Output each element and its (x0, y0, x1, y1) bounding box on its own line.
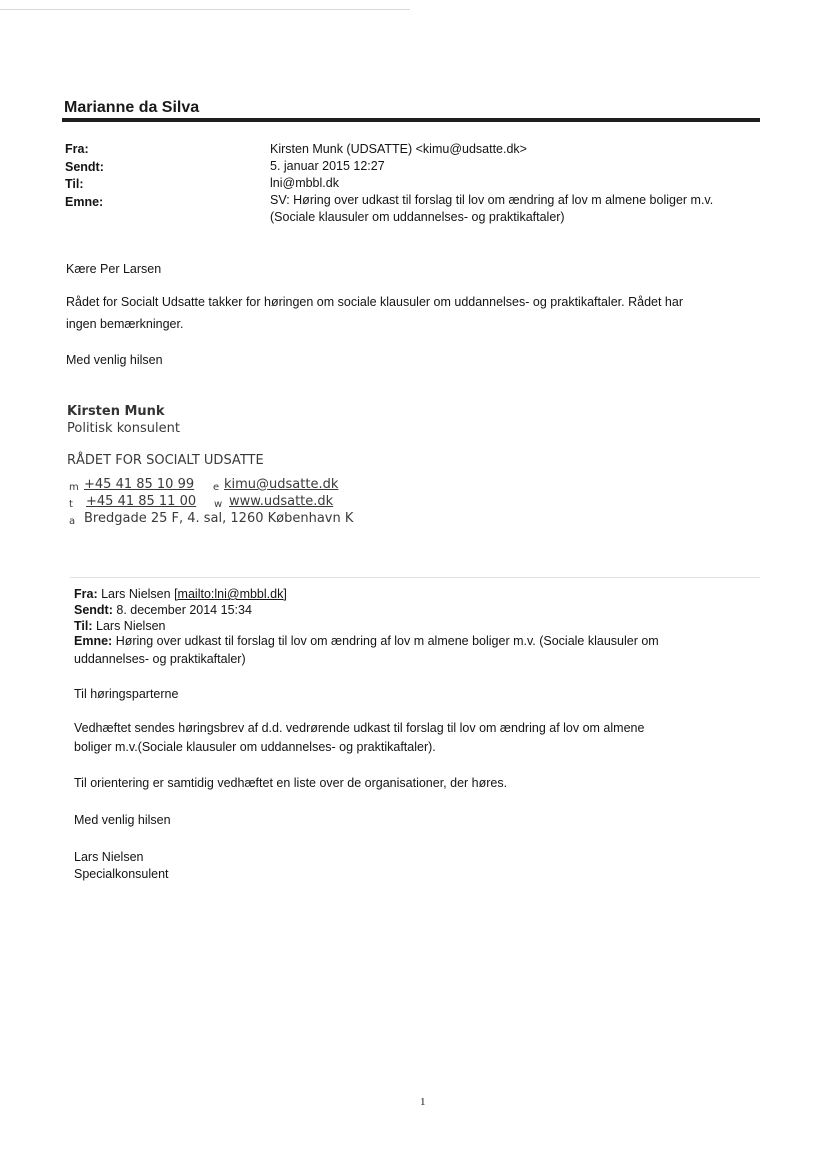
fw-to-line (74, 619, 166, 633)
sender-divider (62, 118, 760, 122)
mobile-label: m (69, 482, 79, 493)
signature-org: RÅDET FOR SOCIALT UDSATTE (67, 453, 264, 468)
email-label: e (213, 482, 220, 493)
body-paragraph-line-1: Rådet for Socialt Udsatte takker for høringen om sociale klausuler om uddannelses- og praktikaftaler. Rådet har (66, 295, 683, 309)
signature-name: Kirsten Munk (67, 404, 165, 419)
fw-from-line (74, 587, 287, 601)
subject-line-1: SV: Høring over udkast til forslag til lov om ændring af lov m almene boliger m.v. (270, 193, 714, 207)
sent-value: 5. januar 2015 12:27 (270, 159, 385, 173)
fw-to-label: Til: (74, 619, 93, 633)
fw-paragraph-2: Til orientering er samtidig vedhæftet en liste over de organisationer, der høres. (74, 776, 508, 790)
to-value[interactable]: lni@mbbl.dk (270, 176, 339, 190)
body-paragraph-line-2: ingen bemærkninger. (66, 317, 184, 331)
signature-title: Politisk konsulent (67, 421, 180, 436)
top-scan-line (0, 9, 410, 10)
fw-sent-value: 8. december 2014 15:34 (116, 603, 252, 617)
subject-label: Emne: (65, 195, 104, 209)
fw-subject-line-2: uddannelses- og praktikaftaler) (74, 652, 246, 666)
fw-to-value: Lars Nielsen (96, 619, 166, 633)
address: Bredgade 25 F, 4. sal, 1260 København K (84, 511, 354, 526)
from-value[interactable]: Kirsten Munk (UDSATTE) <kimu@udsatte.dk> (270, 142, 527, 156)
phone-link[interactable]: +45 41 85 11 00 (86, 494, 197, 509)
to-label: Til: (65, 177, 84, 191)
mobile-link[interactable]: +45 41 85 10 99 (84, 477, 195, 492)
fw-from-label: Fra: (74, 587, 98, 601)
page-number: 1 (420, 1096, 426, 1108)
web-link[interactable]: www.udsatte.dk (229, 494, 334, 509)
address-label: a (69, 516, 76, 527)
web-label: w (214, 499, 223, 510)
fw-subject-line-1: Høring over udkast til forslag til lov om ændring af lov m almene boliger m.v. (Sociale klausuler om (115, 634, 659, 648)
sender-name: Marianne da Silva (64, 99, 200, 116)
subject-line-2: (Sociale klausuler om uddannelses- og praktikaftaler) (270, 210, 565, 224)
sent-label: Sendt: (65, 160, 104, 174)
fw-closing: Med venlig hilsen (74, 813, 171, 827)
fw-subject-line (74, 634, 659, 648)
fw-from-value: Lars Nielsen (101, 587, 171, 601)
phone-label: t (69, 499, 73, 510)
fw-subject-label: Emne: (74, 634, 113, 648)
fw-signature-name: Lars Nielsen (74, 850, 144, 864)
closing: Med venlig hilsen (66, 353, 163, 367)
forward-separator (70, 577, 760, 578)
greeting: Kære Per Larsen (66, 262, 162, 276)
fw-sent-label: Sendt: (74, 603, 113, 617)
fw-mailto-link[interactable]: [mailto:lni@mbbl.dk] (174, 587, 287, 601)
fw-paragraph-1-line-2: boliger m.v.(Sociale klausuler om uddannelses- og praktikaftaler). (74, 740, 436, 754)
fw-sent-line (74, 603, 252, 617)
fw-signature-title: Specialkonsulent (74, 867, 169, 881)
from-label: Fra: (65, 142, 89, 156)
email-link[interactable]: kimu@udsatte.dk (224, 477, 339, 492)
fw-paragraph-1-line-1: Vedhæftet sendes høringsbrev af d.d. vedrørende udkast til forslag til lov om ændring af lov om almene (74, 721, 645, 735)
fw-greeting: Til høringsparterne (74, 687, 179, 701)
